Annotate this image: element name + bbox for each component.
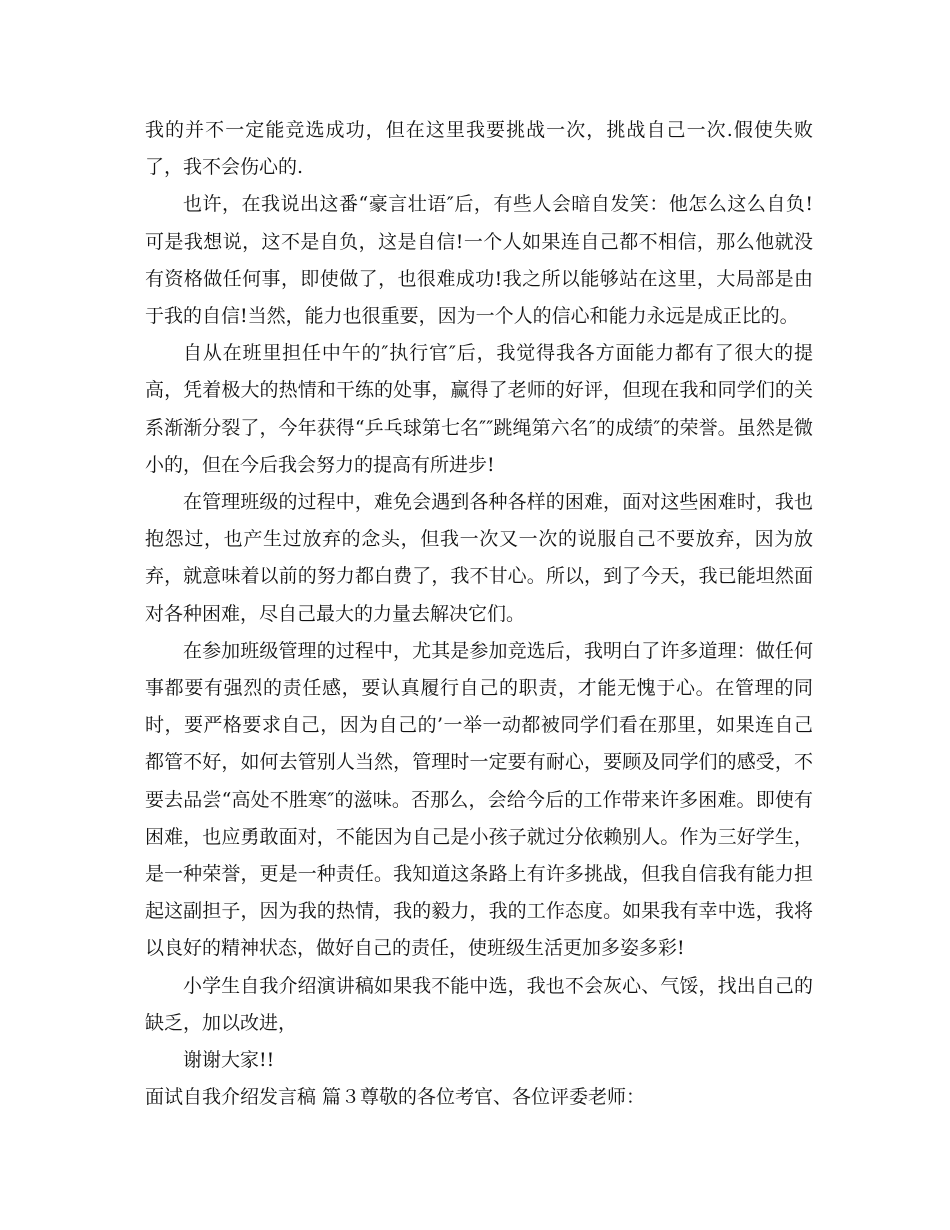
paragraph-2: 也许，在我说出这番“豪言壮语″后，有些人会暗自发笑：他怎么这么自负!可是我想说，这不是自负，这是自信!一个人如果连自己都不相信，那么他就没有资格做任何事，即使做了，也很难成功!我之所以能够站在这里，大局部是由于我的自信!当然，能力也很重要，因为一个人的信心和能力永远是成正比的。 — [145, 193, 813, 328]
document-body — [145, 112, 813, 1116]
paragraph-7: 谢谢大家!! — [183, 1049, 275, 1072]
paragraph-4: 在管理班级的过程中，难免会遇到各种各样的困难，面对这些困难时，我也抱怨过，也产生过放弃的念头，但我一次又一次的说服自己不要放弃，因为放弃，就意味着以前的努力都白费了，我不甘心。所以，到了今天，我已能坦然面对各种困难，尽自己最大的力量去解决它们。 — [145, 491, 813, 625]
paragraph-3: 自从在班里担任中午的″执行官″后，我觉得我各方面能力都有了很大的提高，凭着极大的热情和干练的处事，赢得了老师的好评，但现在我和同学们的关系渐渐分裂了，今年获得“乒乓球第七名″″跳绳第六名″的成绩″的荣誉。虽然是微小的，但在今后我会努力的提高有所进步! — [145, 342, 813, 476]
paragraph-1: 我的并不一定能竞选成功，但在这里我要挑战一次，挑战自己一次.假使失败了，我不会伤心的. — [145, 119, 813, 179]
section-heading: 面试自我介绍发言稿 篇３尊敬的各位考官、各位评委老师： — [145, 1086, 646, 1109]
paragraph-5: 在参加班级管理的过程中，尤其是参加竞选后，我明白了许多道理：做任何事都要有强烈的责任感，要认真履行自己的职责，才能无愧于心。在管理的同时，要严格要求自己，因为自己的’一举一动都被同学们看在那里，如果连自己都管不好，如何去管别人当然，管理时一定要有耐心，要顾及同学们的感受，不要去品尝“高处不胜寒″的滋味。否那么，会给今后的工作带来许多困难。即使有困难，也应勇敢面对，不能因为自己是小孩子就过分依赖别人。作为三好学生，是一种荣誉，更是一种责任。我知道这条路上有许多挑战，但我自信我有能力担起这副担子，因为我的热情，我的毅力，我的工作态度。如果我有幸中选，我将以良好的精神状态，做好自己的责任，使班级生活更加多姿多彩! — [145, 639, 813, 960]
paragraph-6: 小学生自我介绍演讲稿如果我不能中选，我也不会灰心、气馁，找出自己的缺乏，加以改进， — [145, 974, 813, 1034]
